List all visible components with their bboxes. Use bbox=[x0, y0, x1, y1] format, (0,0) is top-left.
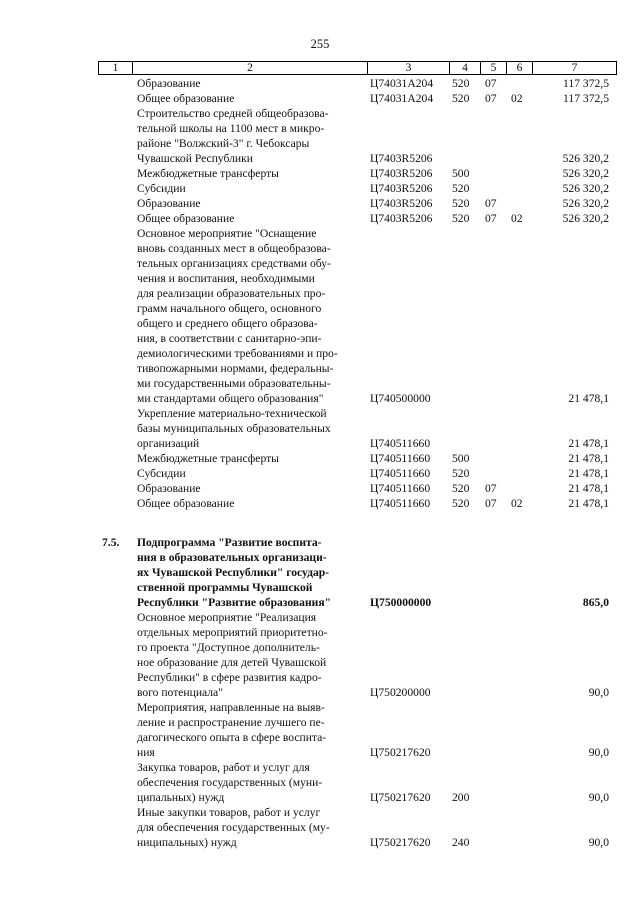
item-name-line: демиологическими требованиями и про- bbox=[137, 347, 338, 360]
amount: 117 372,5 bbox=[563, 92, 609, 105]
item-name-line: Мероприятия, направленные на выяв- bbox=[137, 701, 325, 714]
item-name bbox=[137, 760, 355, 805]
item-name-line: Межбюджетные трансферты bbox=[137, 167, 279, 180]
item-name bbox=[137, 181, 355, 196]
item-name-line: общего и среднего общего образова- bbox=[137, 317, 318, 330]
target-article-code: Ц750217620 bbox=[370, 836, 431, 849]
amount: 865,0 bbox=[582, 596, 609, 609]
item-name-line: базы муниципальных образовательных bbox=[137, 422, 331, 435]
item-name-line: тивопожарными нормами, федеральны- bbox=[137, 362, 334, 375]
column-header: 5 bbox=[481, 62, 507, 75]
item-name-line: дагогического опыта в сфере воспита- bbox=[137, 731, 327, 744]
budget-table-body bbox=[0, 76, 640, 850]
item-name-line: ми государственными образовательны- bbox=[137, 377, 331, 390]
item-name-line: Общее образование bbox=[137, 212, 235, 225]
item-name-line: для реализации образовательных про- bbox=[137, 287, 326, 300]
item-name bbox=[137, 226, 355, 406]
item-name-line: ципальных) нужд bbox=[137, 791, 225, 804]
item-name-line: тельных организациях средствами обу- bbox=[137, 257, 331, 270]
table-row bbox=[0, 406, 640, 451]
amount: 90,0 bbox=[588, 791, 609, 804]
section-code: 07 bbox=[485, 482, 497, 495]
item-name-line: ния, в соответствии с санитарно-эпи- bbox=[137, 332, 322, 345]
amount: 21 478,1 bbox=[568, 497, 609, 510]
table-row bbox=[0, 451, 640, 466]
item-name bbox=[137, 700, 355, 760]
table-row bbox=[0, 91, 640, 106]
item-name-line: отдельных мероприятий приоритетно- bbox=[137, 626, 328, 639]
item-name-line: Образование bbox=[137, 482, 201, 495]
item-name-line: го проекта "Доступное дополнитель- bbox=[137, 641, 320, 654]
amount: 526 320,2 bbox=[562, 152, 609, 165]
item-name-line: Субсидии bbox=[137, 182, 186, 195]
item-name-line: ное образование для детей Чувашской bbox=[137, 656, 327, 669]
table-row bbox=[0, 196, 640, 211]
item-name-line: Укрепление материально-технической bbox=[137, 407, 327, 420]
column-header: 7 bbox=[533, 62, 617, 75]
expense-type-code: 500 bbox=[452, 452, 470, 465]
expense-type-code: 520 bbox=[452, 92, 470, 105]
amount: 21 478,1 bbox=[568, 392, 609, 405]
item-name bbox=[137, 406, 355, 451]
item-name bbox=[137, 610, 355, 700]
item-name-line: ми стандартами общего образования" bbox=[137, 392, 324, 405]
item-name bbox=[137, 196, 355, 211]
target-article-code: Ц750200000 bbox=[370, 686, 431, 699]
target-article-code: Ц750217620 bbox=[370, 791, 431, 804]
expense-type-code: 520 bbox=[452, 482, 470, 495]
table-row bbox=[0, 106, 640, 166]
item-name bbox=[137, 91, 355, 106]
item-name-line: чения и воспитания, необходимыми bbox=[137, 272, 315, 285]
target-article-code: Ц740511660 bbox=[370, 497, 431, 510]
section-code: 07 bbox=[485, 197, 497, 210]
amount: 90,0 bbox=[588, 836, 609, 849]
table-row bbox=[0, 181, 640, 196]
item-name-line: ния в образовательных организаци- bbox=[137, 551, 327, 564]
subsection-code: 02 bbox=[511, 92, 523, 105]
item-name-line: Образование bbox=[137, 77, 201, 90]
section-code: 07 bbox=[485, 212, 497, 225]
amount: 526 320,2 bbox=[562, 212, 609, 225]
item-name-line: грамм начального общего, основного bbox=[137, 302, 322, 315]
column-header: 6 bbox=[507, 62, 533, 75]
column-header: 2 bbox=[133, 62, 368, 75]
amount: 90,0 bbox=[588, 746, 609, 759]
item-name bbox=[137, 481, 355, 496]
table-row bbox=[0, 226, 640, 406]
item-name-line: Иные закупки товаров, работ и услуг bbox=[137, 806, 321, 819]
table-row bbox=[0, 466, 640, 481]
item-name-line: ния bbox=[137, 746, 155, 759]
amount: 21 478,1 bbox=[568, 467, 609, 480]
amount: 526 320,2 bbox=[562, 167, 609, 180]
item-name-line: ственной программы Чувашской bbox=[137, 581, 313, 594]
expense-type-code: 500 bbox=[452, 167, 470, 180]
item-name-line: Основное мероприятие "Реализация bbox=[137, 611, 317, 624]
table-row bbox=[0, 481, 640, 496]
column-header: 1 bbox=[99, 62, 133, 75]
target-article-code: Ц740511660 bbox=[370, 482, 431, 495]
item-name-line: организаций bbox=[137, 437, 200, 450]
table-row bbox=[0, 760, 640, 805]
item-name bbox=[137, 496, 355, 511]
expense-type-code: 520 bbox=[452, 467, 470, 480]
table-row bbox=[0, 76, 640, 91]
target-article-code: Ц740511660 bbox=[370, 467, 431, 480]
subprogram-row bbox=[0, 535, 640, 610]
target-article-code: Ц7403R5206 bbox=[370, 182, 433, 195]
item-name-line: ление и распространение лучшего пе- bbox=[137, 716, 325, 729]
target-article-code: Ц74031А204 bbox=[370, 92, 434, 105]
table-row bbox=[0, 166, 640, 181]
item-name bbox=[137, 76, 355, 91]
item-name-line: Межбюджетные трансферты bbox=[137, 452, 279, 465]
table-row bbox=[0, 805, 640, 850]
item-name-line: Республики" в сфере развития кадро- bbox=[137, 671, 322, 684]
section-code: 07 bbox=[485, 497, 497, 510]
row-spacer bbox=[0, 511, 640, 535]
column-header: 4 bbox=[450, 62, 481, 75]
item-name bbox=[137, 466, 355, 481]
amount: 21 478,1 bbox=[568, 482, 609, 495]
expense-type-code: 520 bbox=[452, 212, 470, 225]
item-name-line: Основное мероприятие "Оснащение bbox=[137, 227, 317, 240]
column-header: 3 bbox=[368, 62, 450, 75]
table-row bbox=[0, 610, 640, 700]
item-name bbox=[137, 535, 355, 610]
expense-type-code: 200 bbox=[452, 791, 470, 804]
item-name bbox=[137, 106, 355, 166]
table-row bbox=[0, 496, 640, 511]
section-code: 07 bbox=[485, 77, 497, 90]
table-row bbox=[0, 211, 640, 226]
amount: 526 320,2 bbox=[562, 197, 609, 210]
page-number: 255 bbox=[310, 37, 330, 51]
amount: 21 478,1 bbox=[568, 437, 609, 450]
expense-type-code: 520 bbox=[452, 182, 470, 195]
item-name-line: районе "Волжский-3" г. Чебоксары bbox=[137, 137, 310, 150]
target-article-code: Ц740511660 bbox=[370, 437, 431, 450]
expense-type-code: 520 bbox=[452, 197, 470, 210]
item-name-line: Субсидии bbox=[137, 467, 186, 480]
item-name bbox=[137, 451, 355, 466]
expense-type-code: 520 bbox=[452, 77, 470, 90]
expense-type-code: 520 bbox=[452, 497, 470, 510]
target-article-code: Ц7403R5206 bbox=[370, 167, 433, 180]
item-name-line: Закупка товаров, работ и услуг для bbox=[137, 761, 310, 774]
table-row bbox=[0, 700, 640, 760]
target-article-code: Ц750217620 bbox=[370, 746, 431, 759]
target-article-code: Ц740500000 bbox=[370, 392, 431, 405]
item-name-line: ях Чувашской Республики" государ- bbox=[137, 566, 330, 579]
item-name bbox=[137, 211, 355, 226]
item-name-line: Подпрограмма "Развитие воспита- bbox=[137, 536, 322, 549]
target-article-code: Ц740511660 bbox=[370, 452, 431, 465]
item-name-line: вновь созданных мест в общеобразова- bbox=[137, 242, 331, 255]
item-name-line: Республики "Развитие образования" bbox=[137, 596, 332, 609]
column-header-row bbox=[99, 62, 617, 75]
subsection-code: 02 bbox=[511, 212, 523, 225]
target-article-code: Ц74031А204 bbox=[370, 77, 434, 90]
item-name-line: Чувашской Республики bbox=[137, 152, 253, 165]
item-name-line: тельной школы на 1100 мест в микро- bbox=[137, 122, 325, 135]
section-code: 07 bbox=[485, 92, 497, 105]
target-article-code: Ц7403R5206 bbox=[370, 152, 433, 165]
amount: 90,0 bbox=[588, 686, 609, 699]
target-article-code: Ц7403R5206 bbox=[370, 197, 433, 210]
item-name-line: для обеспечения государственных (му- bbox=[137, 821, 330, 834]
item-name-line: Общее образование bbox=[137, 92, 235, 105]
item-name-line: ниципальных) нужд bbox=[137, 836, 237, 849]
amount: 21 478,1 bbox=[568, 452, 609, 465]
target-article-code: Ц750000000 bbox=[370, 596, 432, 609]
item-name-line: вого потенциала" bbox=[137, 686, 223, 699]
expense-type-code: 240 bbox=[452, 836, 470, 849]
section-number: 7.5. bbox=[102, 536, 120, 549]
item-name-line: Общее образование bbox=[137, 497, 235, 510]
item-name-line: Образование bbox=[137, 197, 201, 210]
item-name-line: Строительство средней общеобразова- bbox=[137, 107, 329, 120]
target-article-code: Ц7403R5206 bbox=[370, 212, 433, 225]
subsection-code: 02 bbox=[511, 497, 523, 510]
amount: 526 320,2 bbox=[562, 182, 609, 195]
item-name bbox=[137, 166, 355, 181]
item-name bbox=[137, 805, 355, 850]
amount: 117 372,5 bbox=[563, 77, 609, 90]
column-header-table bbox=[98, 61, 617, 75]
item-name-line: обеспечения государственных (муни- bbox=[137, 776, 323, 789]
